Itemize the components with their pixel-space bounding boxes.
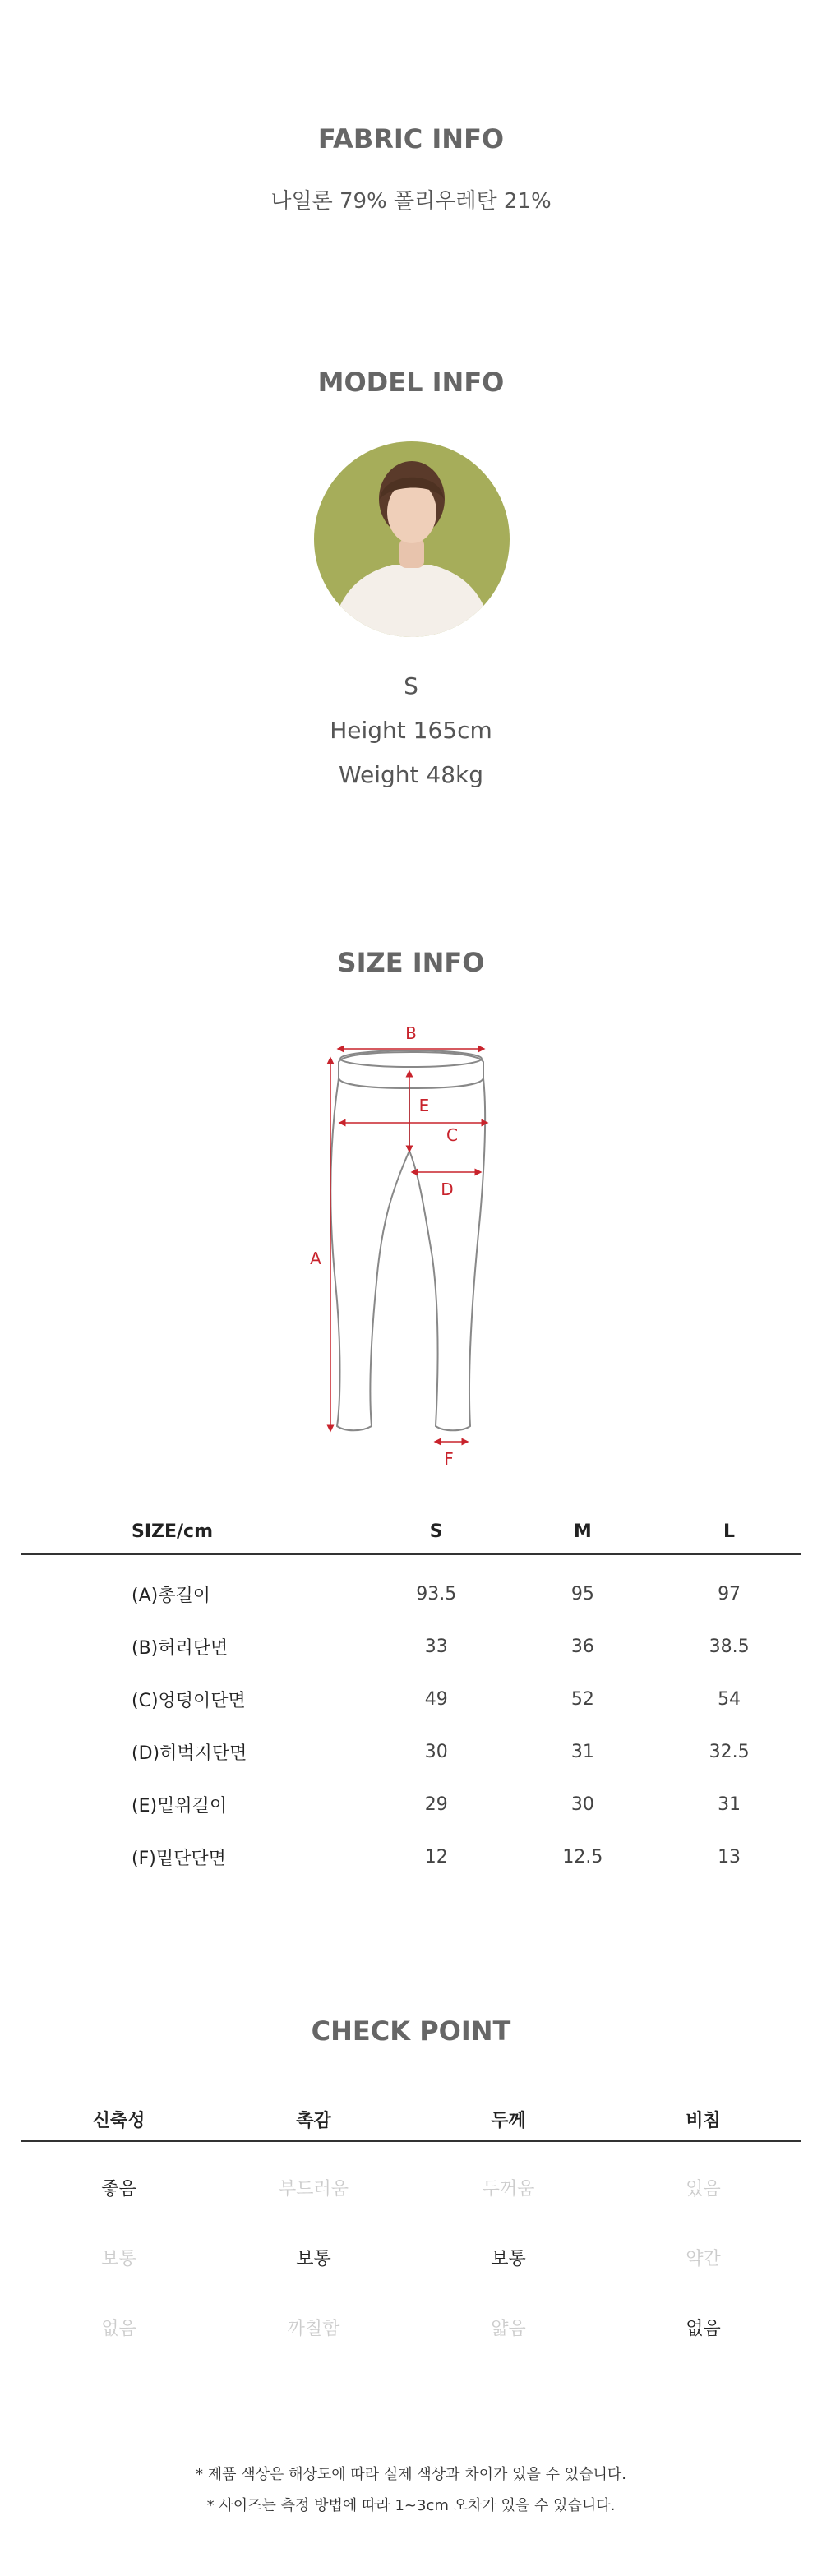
row-label: (B)허리단면 [132, 1637, 229, 1659]
size-header-label: SIZE/cm [21, 1509, 365, 1554]
cell-value: 36 [570, 1636, 594, 1657]
label-d: D [441, 1180, 454, 1199]
label-b: B [405, 1023, 417, 1043]
check-option: 있음 [686, 2179, 721, 2200]
label-f: F [444, 1449, 454, 1469]
check-option-selected: 좋음 [101, 2179, 136, 2200]
model-weight: Weight 48kg [338, 761, 484, 788]
table-row [21, 2223, 801, 2292]
note-color: * 제품 색상은 해상도에 따라 실제 색상과 차이가 있을 수 있습니다. [195, 2466, 627, 2483]
check-option: 두꺼움 [482, 2179, 535, 2200]
table-row [21, 1725, 801, 1778]
size-header-s: S [365, 1509, 508, 1554]
cell-value: 97 [718, 1583, 741, 1604]
table-row [21, 1554, 801, 1620]
check-header-sheerness: 비침 [606, 2098, 801, 2141]
cell-value: 30 [570, 1794, 594, 1815]
row-label: (E)밑위길이 [132, 1795, 228, 1817]
row-label: (A)총길이 [132, 1585, 210, 1606]
cell-value: 49 [424, 1688, 448, 1710]
cell-value: 33 [424, 1636, 448, 1657]
note-size: * 사이즈는 측정 방법에 따라 1~3cm 오차가 있을 수 있습니다. [206, 2497, 616, 2514]
size-table [21, 1509, 801, 1883]
cell-value: 54 [718, 1688, 741, 1710]
model-info-title: MODEL INFO [317, 367, 505, 398]
check-header-texture: 촉감 [216, 2098, 411, 2141]
cell-value: 32.5 [709, 1741, 750, 1762]
check-option-selected: 보통 [296, 2249, 331, 2269]
row-label: (F)밑단단면 [132, 1848, 226, 1869]
label-c: C [446, 1125, 458, 1145]
cell-value: 29 [424, 1794, 448, 1815]
label-a: A [310, 1249, 321, 1268]
check-option: 까칠함 [287, 2319, 340, 2339]
cell-value: 52 [570, 1688, 594, 1710]
check-option: 없음 [101, 2319, 136, 2339]
check-option-selected: 없음 [686, 2319, 721, 2339]
size-info-title: SIZE INFO [337, 947, 485, 978]
model-avatar [314, 441, 510, 637]
check-header-stretch: 신축성 [21, 2098, 216, 2141]
cell-value: 30 [424, 1741, 448, 1762]
leggings-size-diagram [279, 1011, 543, 1475]
table-row [21, 1620, 801, 1673]
fabric-composition: 나일론 79% 폴리우레탄 21% [270, 189, 552, 214]
check-option: 부드러움 [278, 2179, 349, 2200]
size-header-l: L [658, 1509, 801, 1554]
check-point-table [21, 2098, 801, 2362]
table-row [21, 2141, 801, 2223]
table-row [21, 1778, 801, 1830]
cell-value: 13 [718, 1846, 741, 1867]
size-table-header [21, 1509, 801, 1554]
check-header-thickness: 두께 [411, 2098, 606, 2141]
leggings-outline [330, 1050, 485, 1430]
check-table-header [21, 2098, 801, 2141]
cell-value: 31 [570, 1741, 594, 1762]
cell-value: 12.5 [562, 1846, 603, 1867]
cell-value: 95 [570, 1583, 594, 1604]
table-row [21, 1830, 801, 1883]
table-row [21, 2292, 801, 2362]
check-option: 약간 [686, 2249, 721, 2269]
model-height: Height 165cm [330, 717, 492, 744]
row-label: (C)엉덩이단면 [132, 1690, 246, 1711]
check-option: 보통 [101, 2249, 136, 2269]
cell-value: 93.5 [416, 1583, 457, 1604]
table-row [21, 1673, 801, 1725]
model-size: S [404, 672, 418, 699]
check-option-selected: 보통 [491, 2249, 526, 2269]
check-point-title: CHECK POINT [311, 2015, 511, 2047]
fabric-info-title: FABRIC INFO [317, 123, 505, 155]
row-label: (D)허벅지단면 [132, 1743, 247, 1764]
label-e: E [418, 1096, 430, 1115]
cell-value: 38.5 [709, 1636, 750, 1657]
check-option: 얇음 [491, 2319, 526, 2339]
cell-value: 31 [718, 1794, 741, 1815]
size-header-m: M [508, 1509, 658, 1554]
cell-value: 12 [424, 1846, 448, 1867]
